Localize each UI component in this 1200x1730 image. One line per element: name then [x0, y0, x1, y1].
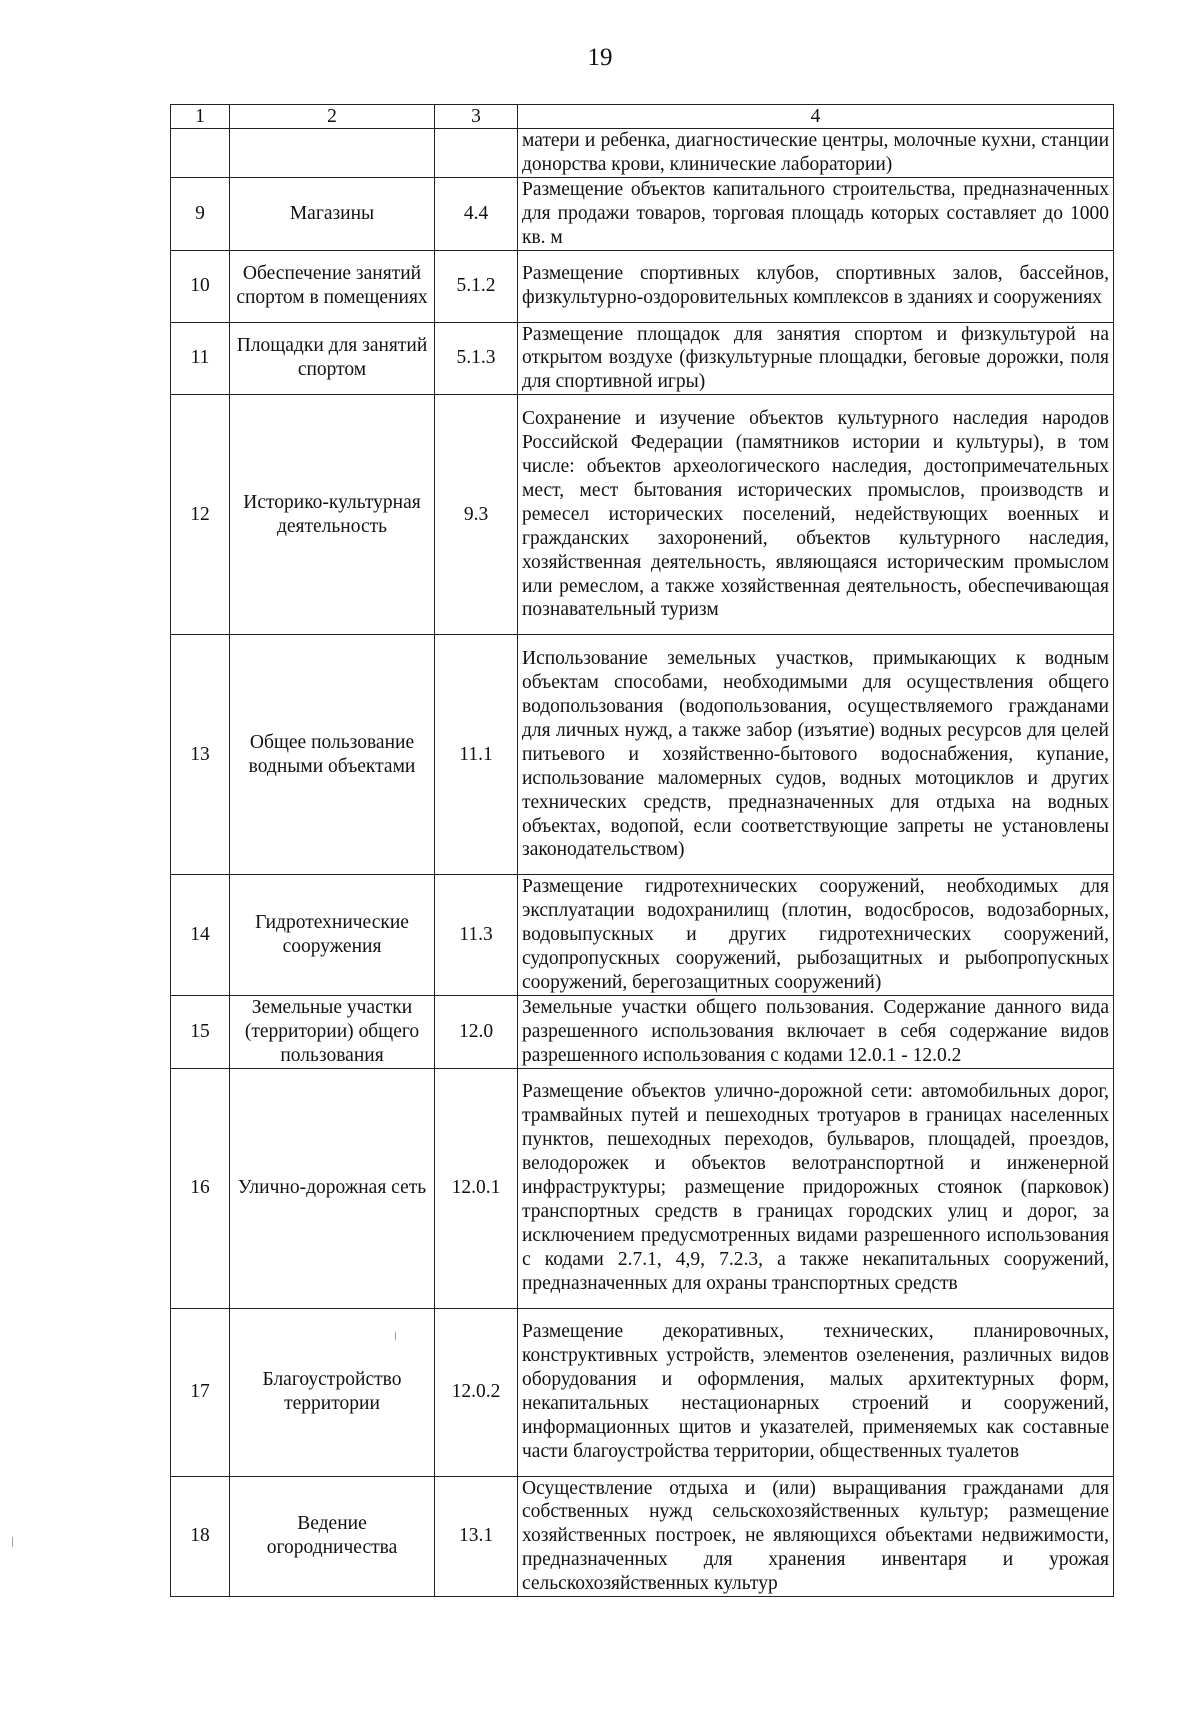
row-code: [435, 129, 518, 178]
row-name: Обеспечение занятий спортом в помещениях: [230, 250, 435, 322]
row-code: 12.0.2: [435, 1308, 518, 1476]
row-name: Ведение огородничества: [230, 1476, 435, 1597]
page-number: 19: [587, 44, 613, 71]
row-number: 15: [171, 995, 230, 1068]
row-name: Благоустройство территории: [230, 1308, 435, 1476]
row-code: 5.1.3: [435, 322, 518, 395]
table-row: [171, 1476, 1114, 1597]
header-cell-4: 4: [518, 105, 1114, 129]
row-name: Площадки для занятий спортом: [230, 322, 435, 395]
row-code: 9.3: [435, 395, 518, 635]
table-row: [171, 177, 1114, 250]
row-code: 13.1: [435, 1476, 518, 1597]
land-use-table: [170, 104, 1114, 1597]
row-description: Осуществление отдыха и (или) выращивания гражданами для собственных нужд сельскохозяйственных культур; размещение хозяйственных построек, не являющихся объектами недвижимости, предназначенных для хранения инвентаря и урожая сельскохозяйственных культур: [518, 1476, 1114, 1597]
row-number: 10: [171, 250, 230, 322]
row-number: [171, 129, 230, 178]
row-name: Улично-дорожная сеть: [230, 1068, 435, 1308]
table-row: [171, 995, 1114, 1068]
table-row: [171, 395, 1114, 635]
row-number: 9: [171, 177, 230, 250]
row-number: 17: [171, 1308, 230, 1476]
row-description: Размещение объектов капитального строительства, предназначенных для продажи товаров, торговая площадь которых составляет до 1000 кв. м: [518, 177, 1114, 250]
table-row: [171, 1308, 1114, 1476]
row-code: 5.1.2: [435, 250, 518, 322]
row-code: 11.1: [435, 635, 518, 875]
table-row: [171, 635, 1114, 875]
row-number: 18: [171, 1476, 230, 1597]
row-name: Земельные участки (территории) общего пользования: [230, 995, 435, 1068]
row-number: 12: [171, 395, 230, 635]
row-number: 13: [171, 635, 230, 875]
row-code: 4.4: [435, 177, 518, 250]
header-cell-2: 2: [230, 105, 435, 129]
row-number: 11: [171, 322, 230, 395]
row-code: 12.0.1: [435, 1068, 518, 1308]
header-cell-1: 1: [171, 105, 230, 129]
row-number: 14: [171, 875, 230, 996]
row-description: Размещение гидротехнических сооружений, необходимых для эксплуатации водохранилищ (плотин, водосбросов, водозаборных, водовыпускных и других гидротехнических сооружений, судопропускных сооружений, рыбозащитных и рыбопропускных сооружений, берегозащитных сооружений): [518, 875, 1114, 996]
table-header-row: [171, 105, 1114, 129]
row-name: [230, 129, 435, 178]
row-number: 16: [171, 1068, 230, 1308]
row-description: Размещение декоративных, технических, планировочных, конструктивных устройств, элементов озеленения, различных видов оборудования и оформления, малых архитектурных форм, некапитальных нестационарных строений и сооружений, информационных щитов и указателей, применяемых как составные части благоустройства территории, общественных туалетов: [518, 1308, 1114, 1476]
table-row: [171, 875, 1114, 996]
row-description: Размещение площадок для занятия спортом и физкультурой на открытом воздухе (физкультурные площадки, беговые дорожки, поля для спортивной игры): [518, 322, 1114, 395]
table-row: [171, 250, 1114, 322]
row-name: Магазины: [230, 177, 435, 250]
row-description: Размещение объектов улично-дорожной сети: автомобильных дорог, трамвайных путей и пешеходных тротуаров в границах населенных пунктов, пешеходных переходов, бульваров, площадей, проездов, велодорожек и объектов велотранспортной и инженерной инфраструктуры; размещение придорожных стоянок (парковок) транспортных средств в границах городских улиц и дорог, за исключением предусмотренных видами разрешенного использования с кодами 2.7.1, 4,9, 7.2.3, а также некапитальных сооружений, предназначенных для охраны транспортных средств: [518, 1068, 1114, 1308]
header-cell-3: 3: [435, 105, 518, 129]
row-code: 12.0: [435, 995, 518, 1068]
row-code: 11.3: [435, 875, 518, 996]
row-name: Историко-культурная деятельность: [230, 395, 435, 635]
table-row: [171, 322, 1114, 395]
row-description: Размещение спортивных клубов, спортивных залов, бассейнов, физкультурно-оздоровительных комплексов в зданиях и сооружениях: [518, 250, 1114, 322]
row-name: Общее пользование водными объектами: [230, 635, 435, 875]
table-row: [171, 1068, 1114, 1308]
row-description: Использование земельных участков, примыкающих к водным объектам способами, необходимыми для осуществления общего водопользования (водопользования, осуществляемого гражданами для личных нужд, а также забор (изъятие) водных ресурсов для целей питьевого и хозяйственно-бытового водоснабжения, купание, использование маломерных судов, водных мотоциклов и других технических средств, предназначенных для отдыха на водных объектах, водопой, если соответствующие запреты не установлены законодательством): [518, 635, 1114, 875]
scan-artifact: [395, 1332, 396, 1340]
row-description: Земельные участки общего пользования. Содержание данного вида разрешенного использования включает в себя содержание видов разрешенного использования с кодами 12.0.1 - 12.0.2: [518, 995, 1114, 1068]
row-description: матери и ребенка, диагностические центры, молочные кухни, станции донорства крови, клинические лаборатории): [518, 129, 1114, 178]
scan-artifact: [12, 1537, 13, 1547]
row-name: Гидротехнические сооружения: [230, 875, 435, 996]
table-row: [171, 129, 1114, 178]
row-description: Сохранение и изучение объектов культурного наследия народов Российской Федерации (памятников истории и культуры), в том числе: объектов археологического наследия, достопримечательных мест, мест бытования исторических промыслов, производств и ремесел исторических поселений, недействующих военных и гражданских захоронений, объектов культурного наследия, хозяйственная деятельность, являющаяся историческим промыслом или ремеслом, а также хозяйственная деятельность, обеспечивающая познавательный туризм: [518, 395, 1114, 635]
